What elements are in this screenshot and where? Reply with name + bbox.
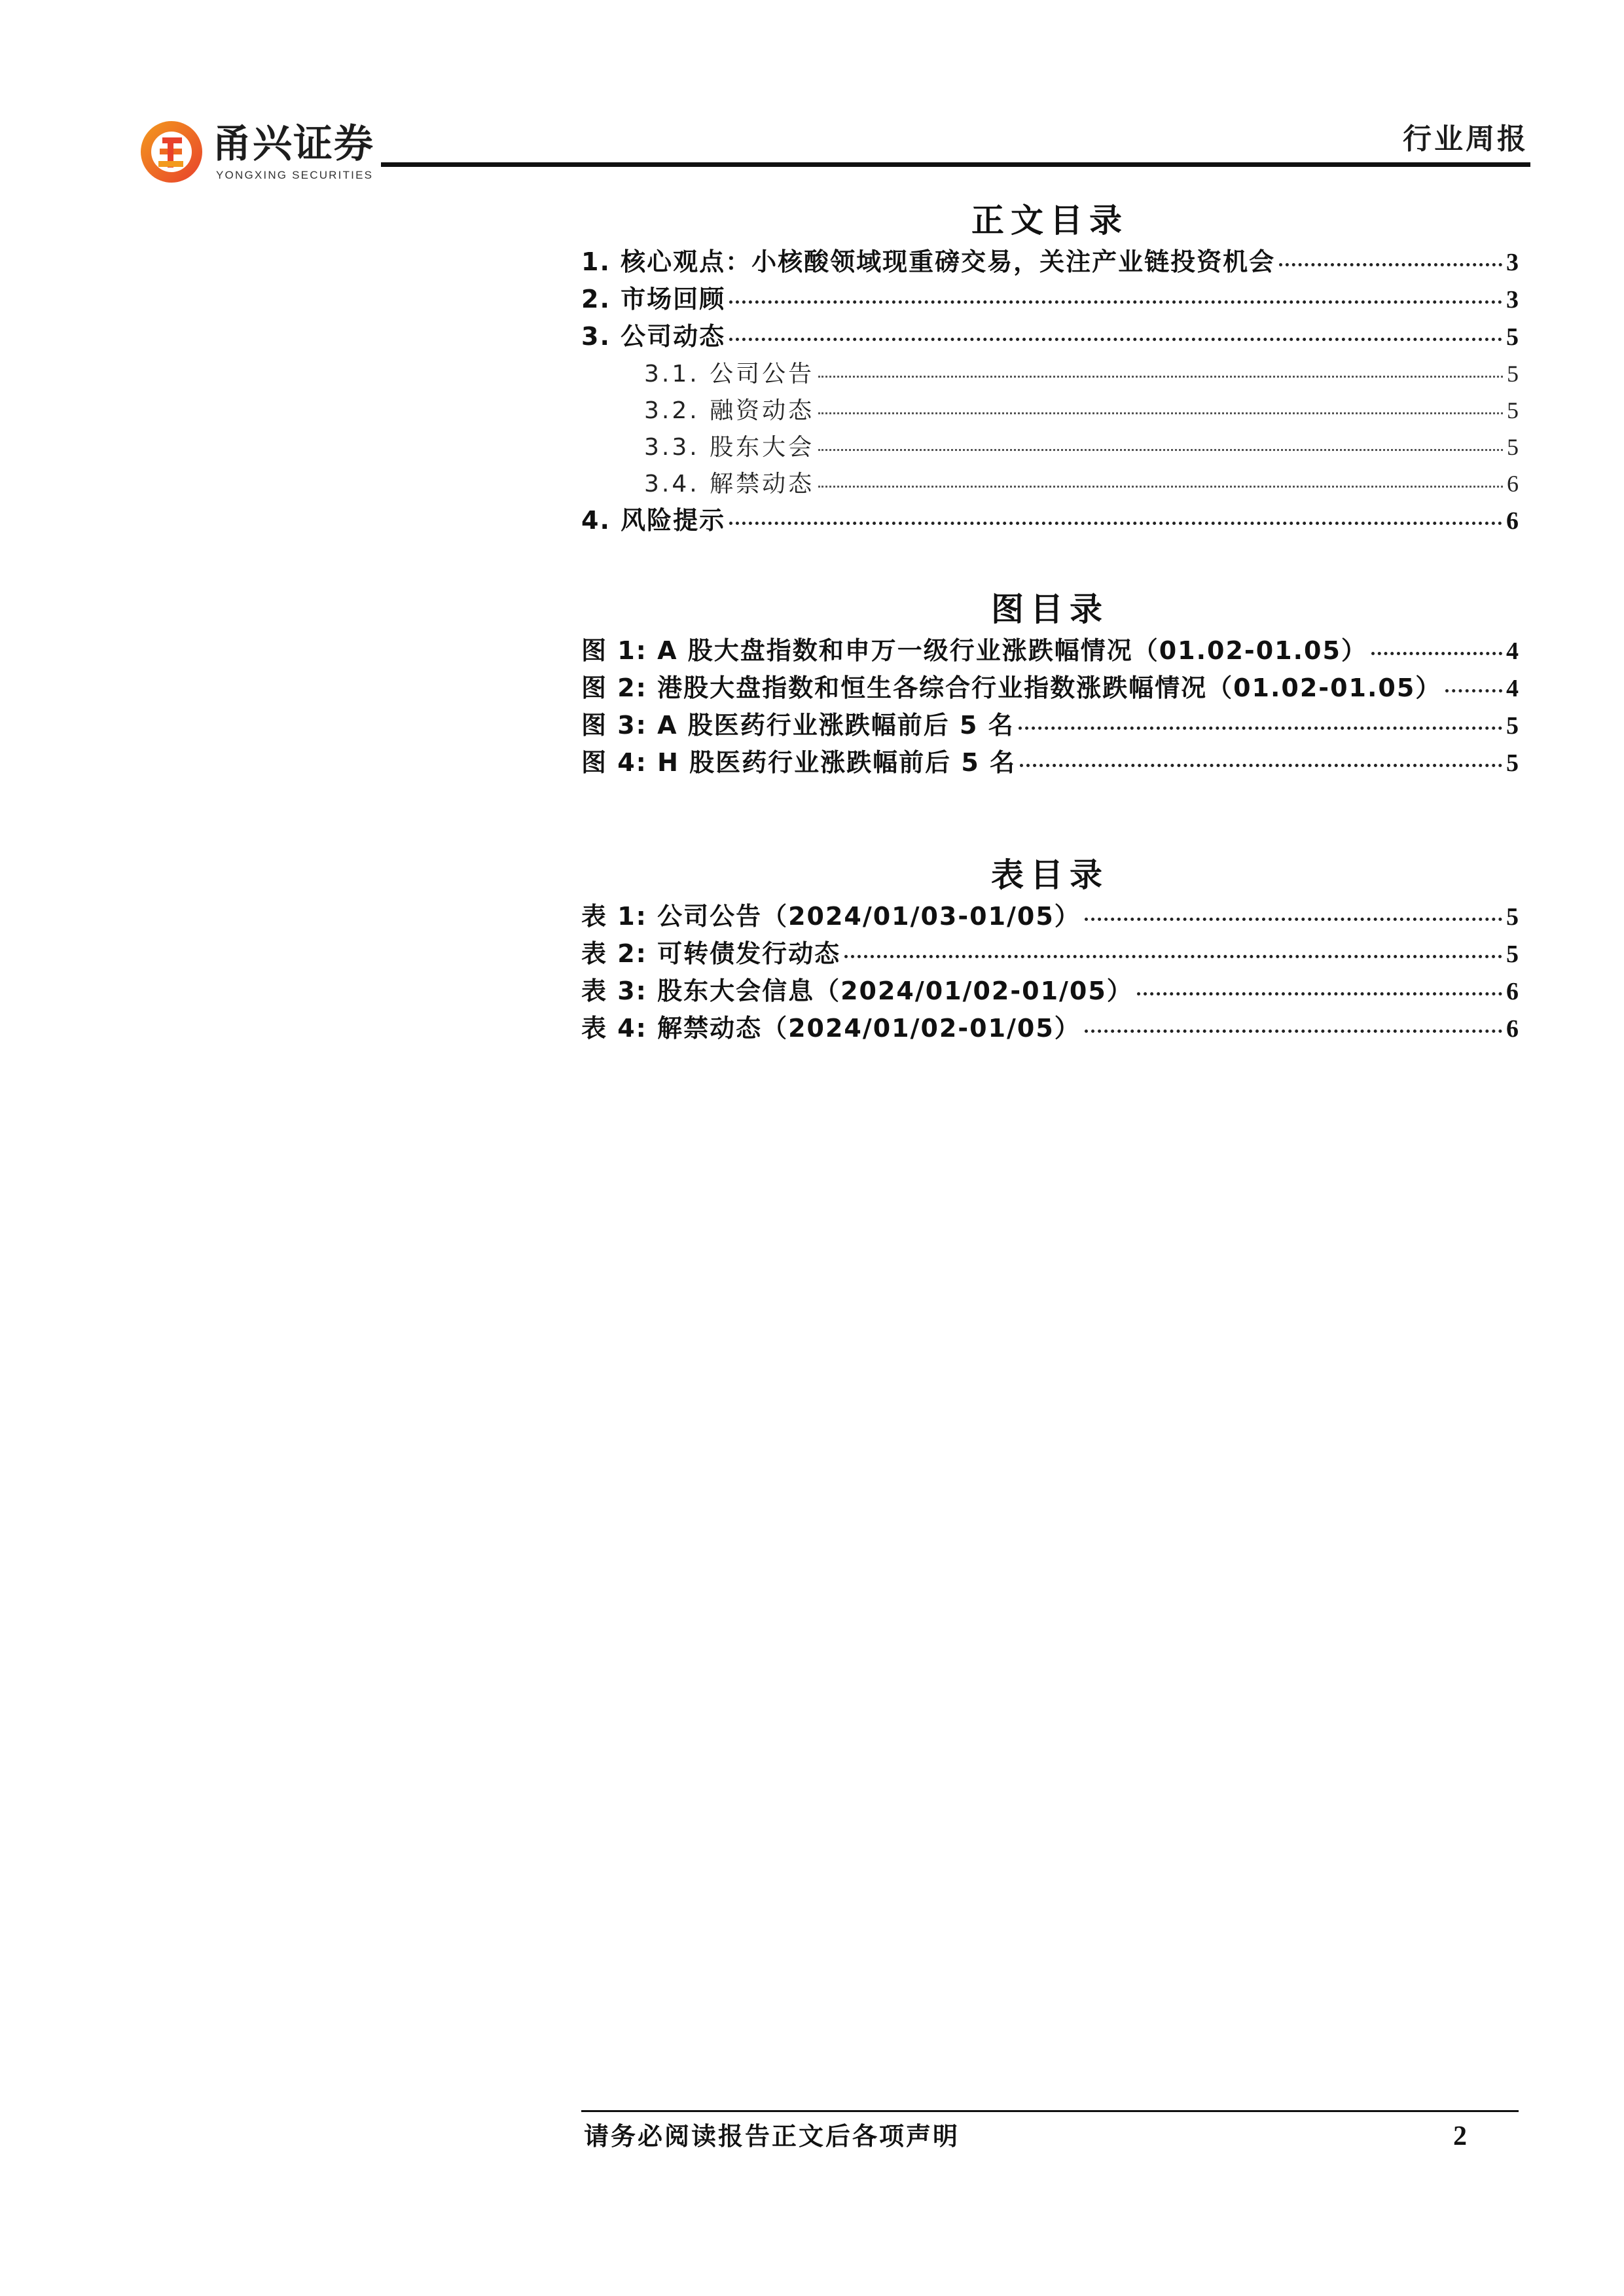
toc-entry-page: 5 [1506,903,1519,931]
toc-entry-label: 图 3: A 股医药行业涨跌幅前后 5 名 [581,711,1015,740]
toc-entry-label: 1. 核心观点：小核酸领域现重磅交易，关注产业链投资机会 [581,247,1276,276]
leader-dots [1085,918,1502,921]
leader-dots [1085,1030,1502,1033]
footer-divider [581,2110,1519,2112]
logo-english-name: YONGXING SECURITIES [216,169,374,181]
toc-entry-label: 表 1: 公司公告（2024/01/03-01/05） [581,902,1081,931]
leader-dots [818,412,1503,414]
toc-figures-title: 图目录 [991,590,1109,628]
leader-dots [844,955,1502,958]
table-entry[interactable] [581,935,1519,973]
figure-entry[interactable] [581,670,1519,707]
figure-entry[interactable] [581,632,1519,670]
toc-entry-page: 5 [1506,712,1519,740]
leader-dots [729,522,1502,525]
toc-subentry[interactable] [581,355,1519,392]
toc-entry-page: 4 [1506,637,1519,665]
report-type: 行业周报 [1403,122,1528,156]
toc-entry-page: 5 [1507,434,1519,460]
table-entry[interactable] [581,1010,1519,1047]
toc-entry-page: 5 [1506,323,1519,351]
toc-entry-label: 3.4. 解禁动态 [644,471,815,497]
footer-disclaimer: 请务必阅读报告正文后各项声明 [584,2122,960,2151]
leader-dots [1279,263,1502,266]
toc-entry-label: 表 3: 股东大会信息（2024/01/02-01/05） [581,977,1133,1005]
toc-entry-page: 4 [1506,675,1519,702]
toc-entry-label: 图 2: 港股大盘指数和恒生各综合行业指数涨跌幅情况（01.02-01.05） [581,673,1442,702]
leader-dots [1020,764,1502,767]
leader-dots [1371,652,1502,655]
toc-subentry[interactable] [581,392,1519,429]
figure-entry[interactable] [581,744,1519,781]
toc-subentry[interactable] [581,465,1519,502]
leader-dots [818,486,1503,488]
leader-dots [818,376,1503,378]
toc-entry-label: 表 2: 可转债发行动态 [581,939,841,968]
toc-entry-page: 6 [1506,978,1519,1005]
toc-entry-label: 4. 风险提示 [581,506,726,535]
toc-entry-label: 3.2. 融资动态 [644,397,815,424]
toc-entry-label: 3.1. 公司公告 [644,361,815,387]
toc-tables-section [581,852,1519,1047]
toc-entry-page: 3 [1506,286,1519,314]
toc-entry-page: 6 [1506,507,1519,535]
toc-tables-title: 表目录 [991,856,1109,894]
toc-entry-label: 3. 公司动态 [581,322,726,351]
toc-entry-label: 表 4: 解禁动态（2024/01/02-01/05） [581,1014,1081,1043]
toc-figures-section [581,586,1519,781]
leader-dots [818,449,1503,451]
company-logo [139,115,388,194]
header-divider [381,162,1530,167]
leader-dots [729,338,1502,341]
toc-entry-page: 3 [1506,249,1519,276]
toc-entry-label: 图 1: A 股大盘指数和申万一级行业涨跌幅情况（01.02-01.05） [581,636,1367,665]
table-entry[interactable] [581,898,1519,935]
toc-entry-page: 5 [1506,749,1519,777]
toc-entry-page: 5 [1507,397,1519,423]
toc-entry-label: 2. 市场回顾 [581,285,726,314]
table-entry[interactable] [581,973,1519,1010]
page-number: 2 [1453,2121,1467,2151]
toc-main-title: 正文目录 [971,202,1128,240]
toc-subentry[interactable] [581,429,1519,465]
toc-entry[interactable] [581,281,1519,318]
toc-entry-label: 图 4: H 股医药行业涨跌幅前后 5 名 [581,748,1017,777]
toc-entry[interactable] [581,502,1519,539]
yongxing-logo-icon [139,119,204,185]
toc-entry[interactable] [581,318,1519,355]
logo-chinese-name: 甬兴证券 [212,121,374,167]
leader-dots [1137,992,1502,996]
toc-main-section [581,198,1519,539]
leader-dots [1445,689,1502,692]
toc-entry[interactable] [581,243,1519,281]
toc-entry-page: 6 [1507,471,1519,497]
toc-entry-page: 6 [1506,1015,1519,1043]
toc-entry-page: 5 [1507,361,1519,387]
figure-entry[interactable] [581,707,1519,744]
leader-dots [729,300,1502,304]
toc-entry-page: 5 [1506,941,1519,968]
toc-entry-label: 3.3. 股东大会 [644,434,815,461]
leader-dots [1019,726,1502,730]
